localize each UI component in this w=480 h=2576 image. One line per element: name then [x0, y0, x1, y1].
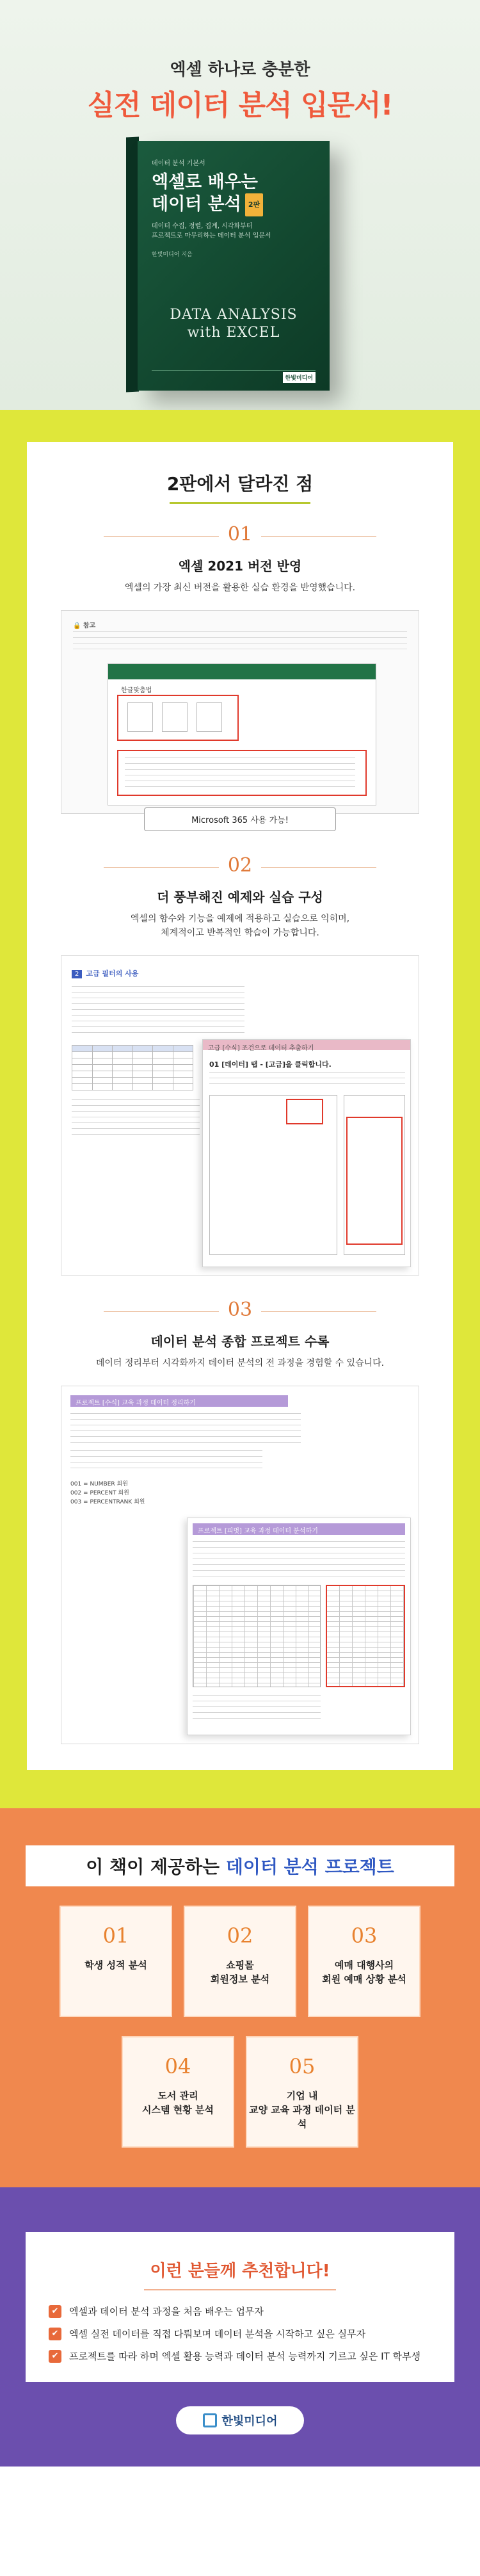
project-screenshot — [61, 1386, 419, 1744]
feature-desc-02-line2: 체계적이고 반복적인 학습이 가능합니다. — [161, 928, 319, 938]
note-text-lines — [73, 631, 407, 654]
right-text-lines — [209, 1072, 405, 1089]
right-page — [202, 1039, 411, 1267]
recommend-heading: 이런 분들께 추천합니다! — [150, 2262, 330, 2281]
option-lines — [125, 757, 355, 790]
project-label-line1: 도서 관리 — [157, 2090, 198, 2102]
left-text-lines-2 — [72, 1099, 200, 1138]
projects-heading-highlight: 데이터 분석 프로젝트 — [225, 1856, 394, 1877]
project-label-line2: 회원 예매 상황 분석 — [322, 1973, 406, 1985]
feature-desc-03: 데이터 정리부터 시각화까지 데이터 분석의 전 과정을 경험할 수 있습니다. — [95, 1358, 385, 1368]
recommend-item — [49, 2349, 431, 2363]
project-text-lines-2 — [70, 1450, 262, 1470]
project-text-lines — [70, 1413, 301, 1443]
project-label — [247, 2089, 357, 2131]
feature-title-01: 엑셀 2021 버전 반영 — [178, 558, 302, 574]
project-label-line1: 학생 성적 분석 — [84, 1959, 147, 1971]
publisher-logo-text: 한빛미디어 — [221, 2415, 278, 2428]
projects-row-2 — [26, 2036, 454, 2148]
template-thumb-3 — [196, 702, 222, 732]
book-title-line2: 데이터 분석 — [152, 194, 241, 215]
project-card-03 — [308, 1906, 420, 2017]
right-page-tab: 고급 [수식] 조건으로 데이터 추출하기 — [208, 1045, 314, 1052]
project-label — [123, 2089, 233, 2117]
project-card-02 — [184, 1906, 296, 2017]
section-badge: 2 — [72, 970, 82, 978]
project-caption-lines — [193, 1695, 321, 1721]
publisher-logo — [176, 2406, 304, 2434]
project-bar-2 — [193, 1523, 405, 1535]
feature-desc-02 — [27, 912, 453, 940]
check-icon: ✔ — [49, 2350, 61, 2363]
feature-title-02: 더 풍부해진 예제와 실습 구성 — [157, 889, 323, 905]
book-subtitle-line1: 데이터 수집, 정렬, 집계, 시각화부터 — [152, 223, 253, 230]
recommend-item-text: 프로젝트를 따라 하며 엑셀 활용 능력과 데이터 분석 능력까지 기르고 싶은 IT 학부생 — [69, 2351, 420, 2362]
book-title — [152, 172, 263, 216]
book-title-line1: 엑셀로 배우는 — [152, 172, 258, 192]
template-thumb-1 — [127, 702, 153, 732]
projects-section — [0, 1808, 480, 2187]
recommend-item — [49, 2305, 431, 2318]
excel-ribbon — [108, 664, 376, 679]
sample-table — [72, 1045, 193, 1090]
book-subtitle — [152, 222, 271, 241]
book-english-line1: DATA ANALYSIS — [170, 307, 298, 323]
projects-heading — [26, 1845, 454, 1886]
legend-item-2: 002 = PERCENT 회원 — [70, 1490, 129, 1496]
project-legend — [70, 1480, 173, 1507]
project-number: 01 — [102, 1924, 129, 1948]
book-english-title — [138, 306, 330, 342]
project-label-line1: 예매 대행사의 — [334, 1959, 394, 1971]
project-bar-1 — [70, 1395, 288, 1407]
excel-2021-screenshot — [61, 610, 419, 814]
project-label — [185, 1958, 295, 1986]
book-english-line2: with EXCEL — [187, 325, 280, 341]
edition-card — [27, 442, 453, 1770]
hero-tagline: 엑셀 하나로 충분한 — [170, 60, 310, 79]
project-number: 03 — [351, 1924, 378, 1948]
project-number: 02 — [227, 1924, 253, 1948]
left-text-lines — [72, 986, 244, 1037]
book-cover — [138, 141, 330, 391]
projects-heading-prefix: 이 책이 제공하는 — [86, 1856, 226, 1877]
feature-number-03: 03 — [27, 1299, 453, 1321]
project-number: 05 — [289, 2054, 316, 2078]
edition-heading: 2판에서 달라진 점 — [166, 473, 314, 494]
template-thumb-2 — [162, 702, 188, 732]
check-icon: ✔ — [49, 2328, 61, 2340]
feature-desc-01: 엑셀의 가장 최신 버전을 활용한 실습 환경을 반영했습니다. — [124, 583, 356, 593]
project-label-line2: 회원정보 분석 — [210, 1973, 270, 1985]
project-right-text-lines — [193, 1541, 405, 1580]
project-card-04 — [122, 2036, 234, 2148]
check-icon: ✔ — [49, 2305, 61, 2318]
right-page-step: 01 [데이터] 탭 - [고급]을 클릭합니다. — [209, 1060, 332, 1069]
recommend-card — [26, 2232, 454, 2382]
feature-desc-02-line1: 엑셀의 함수와 기능을 예제에 적용하고 실습으로 익히며, — [130, 914, 350, 924]
projects-row-1 — [26, 1906, 454, 2017]
project-label-line1: 쇼핑몰 — [226, 1959, 254, 1971]
recommend-section — [0, 2187, 480, 2467]
heading-underline — [170, 502, 310, 504]
book-author: 한빛미디어 지음 — [152, 252, 193, 258]
feature-number-01: 01 — [27, 523, 453, 546]
recommend-item-text: 엑셀과 데이터 분석 과정을 처음 배우는 업무자 — [69, 2306, 264, 2317]
hero-section — [0, 0, 480, 410]
legend-item-3: 003 = PERCENTRANK 회원 — [70, 1499, 145, 1505]
excel-tab-label: 한글맞춤법 — [121, 687, 152, 694]
project-bar-1-label: 프로젝트 [수식] 교육 과정 데이터 정리하기 — [76, 1400, 196, 1407]
project-label-line2: 시스템 현황 분석 — [142, 2104, 214, 2116]
project-data-grid — [193, 1585, 321, 1687]
excel-window — [108, 663, 376, 806]
example-practice-screenshot — [61, 955, 419, 1276]
section-heading: 고급 필터의 사용 — [86, 969, 139, 978]
highlight-box-3 — [286, 1099, 323, 1124]
project-label-line2: 교양 교육 과정 데이터 분석 — [249, 2104, 355, 2130]
project-number: 04 — [164, 2054, 191, 2078]
note-label: 🔒 참고 — [73, 622, 96, 629]
highlight-box-4 — [346, 1117, 403, 1245]
project-card-01 — [60, 1906, 172, 2017]
project-bar-2-label: 프로젝트 [피벗] 교육 과정 데이터 분석하기 — [198, 1528, 318, 1535]
microsoft-365-badge: Microsoft 365 사용 가능! — [144, 807, 336, 831]
publisher-logo-icon — [203, 2413, 217, 2427]
project-card-05 — [246, 2036, 358, 2148]
feature-number-02: 02 — [27, 854, 453, 877]
project-label-line1: 기업 내 — [286, 2090, 318, 2102]
recommend-underline — [144, 2289, 336, 2290]
book-spine — [126, 136, 139, 392]
feature-title-03: 데이터 분석 종합 프로젝트 수록 — [150, 1334, 330, 1349]
project-label — [61, 1958, 171, 1972]
edition-section — [0, 410, 480, 1808]
hero-title: 실전 데이터 분석 입문서! — [87, 89, 393, 122]
legend-item-1: 001 = NUMBER 회원 — [70, 1481, 128, 1487]
book-subtitle-line2: 프로젝트로 마무리하는 데이터 분석 입문서 — [152, 232, 271, 239]
project-label — [309, 1958, 419, 1986]
project-right-page — [187, 1518, 411, 1735]
recommend-item — [49, 2327, 431, 2340]
book-edition-badge: 2판 — [245, 193, 263, 216]
book-publisher-logo: 한빛미디어 — [283, 372, 316, 383]
recommend-item-text: 엑셀 실전 데이터를 직접 다뤄보며 데이터 분석을 시작하고 싶은 실무자 — [69, 2328, 366, 2340]
left-page-heading — [72, 966, 244, 978]
highlight-box-5 — [326, 1585, 405, 1687]
book-series: 데이터 분석 기본서 — [152, 160, 205, 167]
